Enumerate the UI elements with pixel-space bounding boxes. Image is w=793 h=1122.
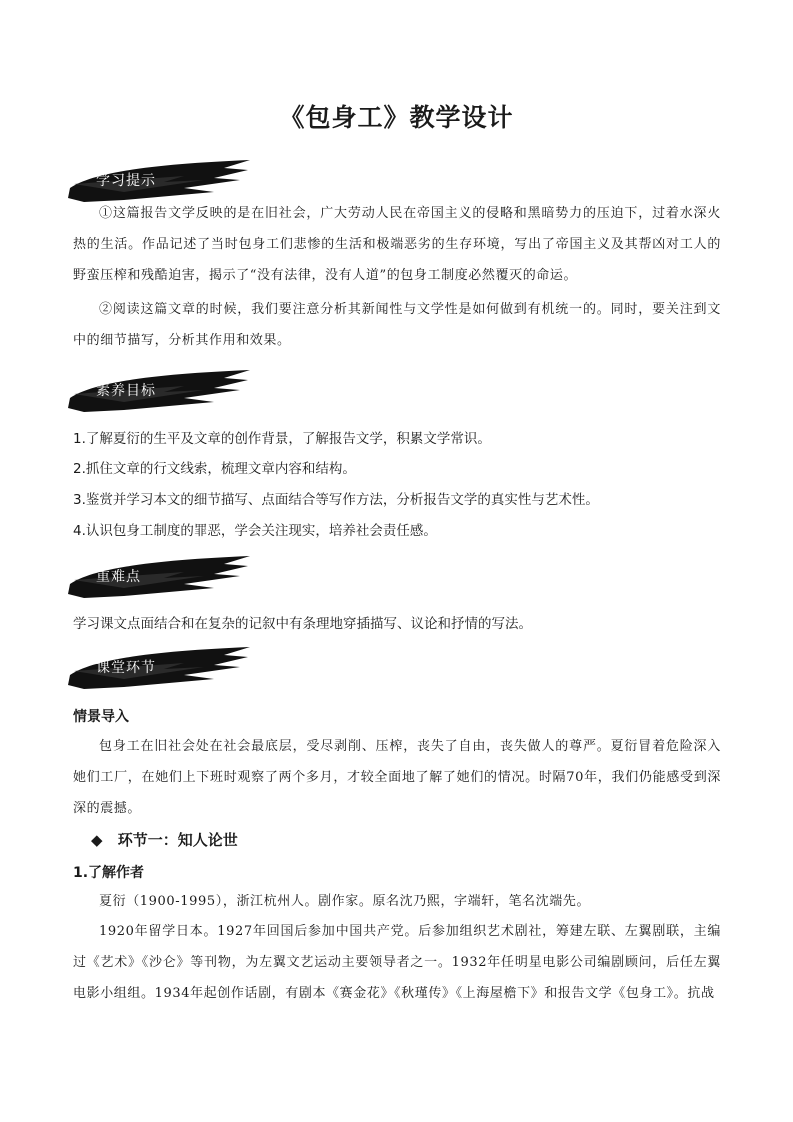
brush-stroke-icon — [64, 645, 254, 693]
goal-item: 4.认识包身工制度的罪恶，学会关注现实，培养社会责任感。 — [73, 523, 437, 539]
goal-item: 2.抓住文章的行文线索，梳理文章内容和结构。 — [73, 461, 356, 477]
section-label: 课堂环节 — [96, 660, 156, 676]
author-paragraph-2: 1920年留学日本。1927年回国后参加中国共产党。后参加组织艺术剧社，筹建左联、左翼剧联，主编过《艺术》《沙仑》等刊物，为左翼文艺运动主要领导者之一。1932年任明星电影公司编剧顾问，后任左翼电影小组组。1934年起创作话剧，有剧本《赛金花》《秋瑾传》《上海屋檐下》和报告文学《包身工》。抗战 — [73, 924, 721, 1001]
intro-paragraph: 包身工在旧社会处在社会最底层，受尽剥削、压榨，丧失了自由，丧失做人的尊严。夏衍冒着危险深入她们工厂，在她们上下班时观察了两个多月，才较全面地了解了她们的情况。时隔70年，我们仍能感受到深深的震撼。 — [73, 739, 721, 816]
step-heading — [91, 829, 238, 850]
key-point-text: 学习课文点面结合和在复杂的记叙中有条理地穿插描写、议论和抒情的写法。 — [73, 616, 532, 632]
section-label: 素养目标 — [96, 383, 156, 399]
section-header-classroom — [64, 645, 254, 693]
author-paragraph-1: 夏衍（1900-1995），浙江杭州人。剧作家。原名沈乃熙，字端轩，笔名沈端先。 — [99, 894, 591, 909]
brush-stroke-icon — [64, 554, 254, 602]
goal-item: 1.了解夏衍的生平及文章的创作背景，了解报告文学，积累文学常识。 — [73, 431, 491, 447]
tips-paragraph-2: ②阅读这篇文章的时候，我们要注意分析其新闻性与文学性是如何做到有机统一的。同时，要关注到文中的细节描写，分析其作用和效果。 — [73, 302, 721, 348]
document-title: 《包身工》教学设计 — [279, 103, 514, 132]
section-header-key-points — [64, 554, 254, 602]
tips-paragraph-1: ①这篇报告文学反映的是在旧社会，广大劳动人民在帝国主义的侵略和黑暗势力的压迫下，过着水深火热的生活。作品记述了当时包身工们悲惨的生活和极端恶劣的生存环境，写出了帝国主义及其帮凶对工人的野蛮压榨和残酷迫害，揭示了“没有法律，没有人道”的包身工制度必然覆灭的命运。 — [73, 206, 721, 283]
goal-item: 3.鉴赏并学习本文的细节描写、点面结合等写作方法，分析报告文学的真实性与艺术性。 — [73, 492, 599, 508]
step-heading-text: 环节一：知人论世 — [117, 831, 238, 849]
subsection-heading: 1.了解作者 — [73, 865, 145, 881]
section-label: 重难点 — [96, 569, 141, 585]
section-header-goals — [64, 368, 254, 416]
diamond-bullet-icon: ◆ — [91, 831, 103, 849]
section-label: 学习提示 — [96, 173, 156, 189]
intro-heading: 情景导入 — [73, 709, 129, 725]
brush-stroke-icon — [64, 368, 254, 416]
